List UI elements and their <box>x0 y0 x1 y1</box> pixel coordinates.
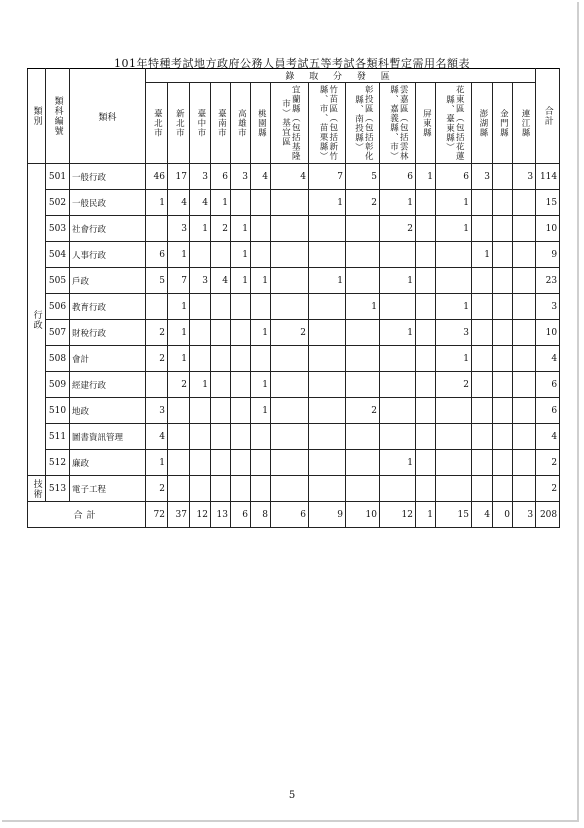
page-number: 5 <box>288 790 296 801</box>
quota-cell <box>211 424 231 450</box>
quota-cell <box>309 320 346 346</box>
quota-cell: 17 <box>168 164 190 190</box>
quota-cell: 1 <box>251 268 271 294</box>
quota-cell <box>211 242 231 268</box>
table-row <box>28 476 560 502</box>
subject-code: 506 <box>46 294 70 320</box>
quota-cell <box>231 398 251 424</box>
quota-cell <box>309 398 346 424</box>
quota-cell: 1 <box>436 216 472 242</box>
quota-cell <box>168 450 190 476</box>
quota-cell <box>513 320 536 346</box>
subject-code: 504 <box>46 242 70 268</box>
column-total: 9 <box>309 502 346 528</box>
column-total: 3 <box>513 502 536 528</box>
column-total: 37 <box>168 502 190 528</box>
quota-cell <box>416 320 436 346</box>
quota-cell <box>231 450 251 476</box>
quota-cell <box>380 242 416 268</box>
quota-cell: 3 <box>231 164 251 190</box>
row-total: 9 <box>536 242 560 268</box>
quota-cell <box>380 476 416 502</box>
quota-cell: 4 <box>251 164 271 190</box>
quota-cell: 1 <box>231 268 251 294</box>
quota-cell <box>251 476 271 502</box>
quota-cell <box>346 346 380 372</box>
quota-cell: 2 <box>346 190 380 216</box>
quota-cell: 1 <box>190 216 211 242</box>
quota-cell <box>472 216 493 242</box>
quota-cell: 1 <box>251 372 271 398</box>
quota-cell: 1 <box>309 190 346 216</box>
quota-cell <box>472 476 493 502</box>
column-total: 13 <box>211 502 231 528</box>
quota-cell: 7 <box>168 268 190 294</box>
quota-cell <box>513 190 536 216</box>
quota-cell: 3 <box>513 164 536 190</box>
quota-cell: 1 <box>211 190 231 216</box>
quota-cell <box>416 476 436 502</box>
quota-cell <box>513 242 536 268</box>
totals-label: 合計 <box>28 502 146 528</box>
row-total: 6 <box>536 372 560 398</box>
quota-cell: 1 <box>146 450 168 476</box>
quota-cell <box>146 372 168 398</box>
quota-cell: 1 <box>380 190 416 216</box>
quota-cell: 1 <box>309 268 346 294</box>
quota-cell: 1 <box>380 320 416 346</box>
quota-cell <box>309 450 346 476</box>
quota-cell: 3 <box>146 398 168 424</box>
quota-cell: 2 <box>146 476 168 502</box>
subject-name: 財稅行政 <box>70 320 146 346</box>
quota-cell <box>416 398 436 424</box>
quota-cell: 2 <box>168 372 190 398</box>
quota-cell: 1 <box>380 450 416 476</box>
column-total: 10 <box>346 502 380 528</box>
quota-cell: 4 <box>271 164 309 190</box>
category-technical: 技術 <box>28 476 46 502</box>
quota-cell: 1 <box>472 242 493 268</box>
row-total: 4 <box>536 346 560 372</box>
quota-cell <box>211 346 231 372</box>
quota-cell <box>513 294 536 320</box>
quota-cell <box>211 294 231 320</box>
quota-cell <box>251 424 271 450</box>
quota-cell <box>493 164 513 190</box>
quota-cell: 1 <box>346 294 380 320</box>
quota-cell: 1 <box>380 268 416 294</box>
quota-cell: 1 <box>168 294 190 320</box>
quota-cell: 1 <box>251 398 271 424</box>
row-total: 10 <box>536 216 560 242</box>
quota-cell <box>168 398 190 424</box>
subject-name: 地政 <box>70 398 146 424</box>
quota-cell: 2 <box>211 216 231 242</box>
quota-cell <box>416 424 436 450</box>
region-header-4: 臺南市 <box>211 83 231 164</box>
total-header: 合計 <box>536 69 560 164</box>
quota-cell <box>513 476 536 502</box>
quota-cell <box>190 424 211 450</box>
quota-cell <box>346 242 380 268</box>
quota-cell: 3 <box>472 164 493 190</box>
quota-cell <box>251 294 271 320</box>
subject-code: 507 <box>46 320 70 346</box>
quota-cell <box>513 216 536 242</box>
code-header: 類科編號 <box>46 69 70 164</box>
quota-cell <box>513 398 536 424</box>
quota-cell <box>251 242 271 268</box>
quota-cell <box>190 398 211 424</box>
table-row <box>28 372 560 398</box>
region-header-12: 花東區（包括花蓮縣、臺東縣） <box>436 83 472 164</box>
quota-cell <box>493 294 513 320</box>
subject-code: 508 <box>46 346 70 372</box>
row-total: 3 <box>536 294 560 320</box>
quota-cell <box>493 268 513 294</box>
quota-cell: 1 <box>231 216 251 242</box>
quota-cell <box>271 216 309 242</box>
quota-cell <box>231 294 251 320</box>
subject-code: 503 <box>46 216 70 242</box>
quota-cell <box>271 450 309 476</box>
region-header-14: 金門縣 <box>493 83 513 164</box>
quota-cell <box>211 320 231 346</box>
subject-code: 509 <box>46 372 70 398</box>
quota-cell <box>493 450 513 476</box>
quota-cell <box>251 450 271 476</box>
quota-cell: 2 <box>436 372 472 398</box>
region-header-10: 雲嘉區（包括雲林縣、嘉義縣、市） <box>380 83 416 164</box>
quota-cell: 6 <box>146 242 168 268</box>
subject-code: 511 <box>46 424 70 450</box>
quota-cell <box>168 424 190 450</box>
row-total: 10 <box>536 320 560 346</box>
quota-cell <box>271 346 309 372</box>
quota-cell <box>436 242 472 268</box>
region-header-8: 竹苗區（包括新竹縣、市、苗栗縣） <box>309 83 346 164</box>
quota-cell: 1 <box>436 346 472 372</box>
quota-cell <box>309 476 346 502</box>
quota-cell <box>251 346 271 372</box>
quota-cell: 4 <box>190 190 211 216</box>
quota-cell: 46 <box>146 164 168 190</box>
quota-cell <box>472 450 493 476</box>
quota-cell: 1 <box>436 294 472 320</box>
quota-cell <box>190 242 211 268</box>
quota-cell: 3 <box>190 164 211 190</box>
quota-cell <box>211 450 231 476</box>
quota-cell <box>309 346 346 372</box>
quota-cell <box>416 450 436 476</box>
quota-cell <box>436 476 472 502</box>
table-row <box>28 294 560 320</box>
quota-cell: 2 <box>346 398 380 424</box>
subject-name: 人事行政 <box>70 242 146 268</box>
table-row <box>28 346 560 372</box>
grand-total: 208 <box>536 502 560 528</box>
quota-cell <box>416 346 436 372</box>
table-row <box>28 216 560 242</box>
quota-cell: 5 <box>146 268 168 294</box>
quota-cell <box>309 294 346 320</box>
subject-name: 一般行政 <box>70 164 146 190</box>
subject-code: 510 <box>46 398 70 424</box>
quota-cell <box>493 320 513 346</box>
quota-cell: 1 <box>251 320 271 346</box>
region-header-1: 臺北市 <box>146 83 168 164</box>
subject-header: 類科 <box>70 69 146 164</box>
quota-cell <box>416 190 436 216</box>
region-header-5: 高雄市 <box>231 83 251 164</box>
quota-cell: 1 <box>416 164 436 190</box>
column-total: 8 <box>251 502 271 528</box>
quota-cell: 7 <box>309 164 346 190</box>
region-header-6: 桃園縣 <box>251 83 271 164</box>
quota-cell <box>493 372 513 398</box>
quota-cell <box>346 216 380 242</box>
quota-cell <box>190 294 211 320</box>
quota-cell <box>493 242 513 268</box>
subject-name: 教育行政 <box>70 294 146 320</box>
quota-cell: 5 <box>346 164 380 190</box>
quota-cell <box>168 476 190 502</box>
quota-cell <box>472 190 493 216</box>
table-row <box>28 450 560 476</box>
row-total: 23 <box>536 268 560 294</box>
quota-cell <box>190 320 211 346</box>
quota-cell: 1 <box>231 242 251 268</box>
quota-cell <box>271 398 309 424</box>
table-row <box>28 398 560 424</box>
region-header-3: 臺中市 <box>190 83 211 164</box>
quota-cell: 1 <box>168 242 190 268</box>
subject-code: 502 <box>46 190 70 216</box>
region-header-2: 新北市 <box>168 83 190 164</box>
quota-cell: 1 <box>190 372 211 398</box>
quota-cell <box>380 424 416 450</box>
quota-cell <box>493 190 513 216</box>
region-header-7: 宜蘭縣（包括基隆市）基宜區 <box>271 83 309 164</box>
quota-cell <box>472 398 493 424</box>
row-total: 2 <box>536 450 560 476</box>
quota-cell <box>513 372 536 398</box>
quota-cell: 1 <box>146 190 168 216</box>
quota-cell <box>231 424 251 450</box>
quota-cell <box>472 424 493 450</box>
table-row <box>28 320 560 346</box>
quota-cell <box>380 398 416 424</box>
region-header-15: 連江縣 <box>513 83 536 164</box>
quota-cell <box>436 450 472 476</box>
quota-cell: 6 <box>380 164 416 190</box>
table-row <box>28 424 560 450</box>
quota-cell: 3 <box>190 268 211 294</box>
subject-name: 戶政 <box>70 268 146 294</box>
quota-cell <box>271 424 309 450</box>
quota-cell <box>416 294 436 320</box>
quota-cell: 2 <box>146 346 168 372</box>
quota-cell <box>380 346 416 372</box>
quota-cell <box>231 346 251 372</box>
quota-cell <box>513 268 536 294</box>
quota-cell <box>231 372 251 398</box>
quota-cell <box>380 294 416 320</box>
quota-cell <box>309 424 346 450</box>
quota-cell <box>513 346 536 372</box>
quota-cell <box>346 268 380 294</box>
quota-cell <box>493 424 513 450</box>
row-total: 4 <box>536 424 560 450</box>
quota-cell <box>271 190 309 216</box>
subject-name: 社會行政 <box>70 216 146 242</box>
quota-cell: 1 <box>168 346 190 372</box>
quota-cell <box>146 294 168 320</box>
quota-cell: 6 <box>436 164 472 190</box>
quota-cell <box>271 372 309 398</box>
quota-cell <box>493 476 513 502</box>
subject-code: 501 <box>46 164 70 190</box>
quota-cell <box>271 476 309 502</box>
quota-cell: 3 <box>168 216 190 242</box>
quota-cell <box>271 242 309 268</box>
quota-cell: 4 <box>168 190 190 216</box>
subject-name: 會計 <box>70 346 146 372</box>
quota-cell: 1 <box>168 320 190 346</box>
quota-cell <box>190 476 211 502</box>
quota-cell <box>190 450 211 476</box>
quota-cell <box>472 372 493 398</box>
quota-cell <box>493 398 513 424</box>
table-row <box>28 190 560 216</box>
quota-cell: 2 <box>271 320 309 346</box>
quota-cell <box>211 398 231 424</box>
quota-cell <box>346 450 380 476</box>
quota-cell <box>493 216 513 242</box>
subject-name: 電子工程 <box>70 476 146 502</box>
region-header-9: 彰投區（包括彰化縣、南投縣） <box>346 83 380 164</box>
quota-cell <box>472 294 493 320</box>
quota-cell <box>211 372 231 398</box>
quota-cell <box>271 268 309 294</box>
quota-cell <box>416 268 436 294</box>
column-total: 1 <box>416 502 436 528</box>
quota-cell <box>231 190 251 216</box>
quota-cell <box>472 346 493 372</box>
quota-cell: 4 <box>211 268 231 294</box>
quota-cell <box>251 190 271 216</box>
allocation-header: 錄 取 分 發 區 <box>146 69 536 83</box>
subject-code: 512 <box>46 450 70 476</box>
quota-cell: 2 <box>146 320 168 346</box>
quota-cell <box>231 320 251 346</box>
row-total: 2 <box>536 476 560 502</box>
quota-cell: 2 <box>380 216 416 242</box>
quota-cell <box>472 268 493 294</box>
column-total: 0 <box>493 502 513 528</box>
quota-cell <box>346 372 380 398</box>
quota-cell <box>513 424 536 450</box>
region-header-11: 屏東縣 <box>416 83 436 164</box>
totals-row <box>28 502 560 528</box>
quota-cell <box>493 346 513 372</box>
quota-cell <box>309 242 346 268</box>
quota-cell <box>436 398 472 424</box>
subject-code: 505 <box>46 268 70 294</box>
category-administrative: 行政 <box>28 164 46 476</box>
quota-cell <box>436 268 472 294</box>
quota-cell: 4 <box>146 424 168 450</box>
column-total: 6 <box>231 502 251 528</box>
quota-cell: 3 <box>436 320 472 346</box>
quota-cell <box>416 216 436 242</box>
quota-cell <box>231 476 251 502</box>
quota-cell <box>416 372 436 398</box>
quota-cell <box>380 372 416 398</box>
quota-cell <box>190 346 211 372</box>
quota-cell <box>309 216 346 242</box>
row-total: 6 <box>536 398 560 424</box>
table-row <box>28 242 560 268</box>
quota-cell <box>346 424 380 450</box>
quota-cell <box>271 294 309 320</box>
quota-cell <box>251 216 271 242</box>
header-row-1 <box>28 69 560 83</box>
row-total: 114 <box>536 164 560 190</box>
column-total: 15 <box>436 502 472 528</box>
column-total: 4 <box>472 502 493 528</box>
document-title: 101年特種考試地方政府公務人員考試五等考試各類科暫定需用名額表 <box>114 57 470 70</box>
table-row <box>28 268 560 294</box>
subject-code: 513 <box>46 476 70 502</box>
subject-name: 一般民政 <box>70 190 146 216</box>
column-total: 72 <box>146 502 168 528</box>
quota-table <box>27 68 560 528</box>
quota-cell <box>146 216 168 242</box>
column-total: 6 <box>271 502 309 528</box>
table-row <box>28 164 560 190</box>
quota-cell <box>346 320 380 346</box>
subject-name: 經建行政 <box>70 372 146 398</box>
quota-cell <box>309 372 346 398</box>
quota-cell <box>346 476 380 502</box>
subject-name: 廉政 <box>70 450 146 476</box>
column-total: 12 <box>380 502 416 528</box>
quota-cell <box>416 242 436 268</box>
subject-name: 圖書資訊管理 <box>70 424 146 450</box>
quota-cell <box>211 476 231 502</box>
quota-cell: 6 <box>211 164 231 190</box>
quota-cell: 1 <box>436 190 472 216</box>
row-total: 15 <box>536 190 560 216</box>
column-total: 12 <box>190 502 211 528</box>
quota-cell <box>436 424 472 450</box>
category-header: 類別 <box>28 69 46 164</box>
region-header-13: 澎湖縣 <box>472 83 493 164</box>
quota-cell <box>472 320 493 346</box>
quota-cell <box>513 450 536 476</box>
